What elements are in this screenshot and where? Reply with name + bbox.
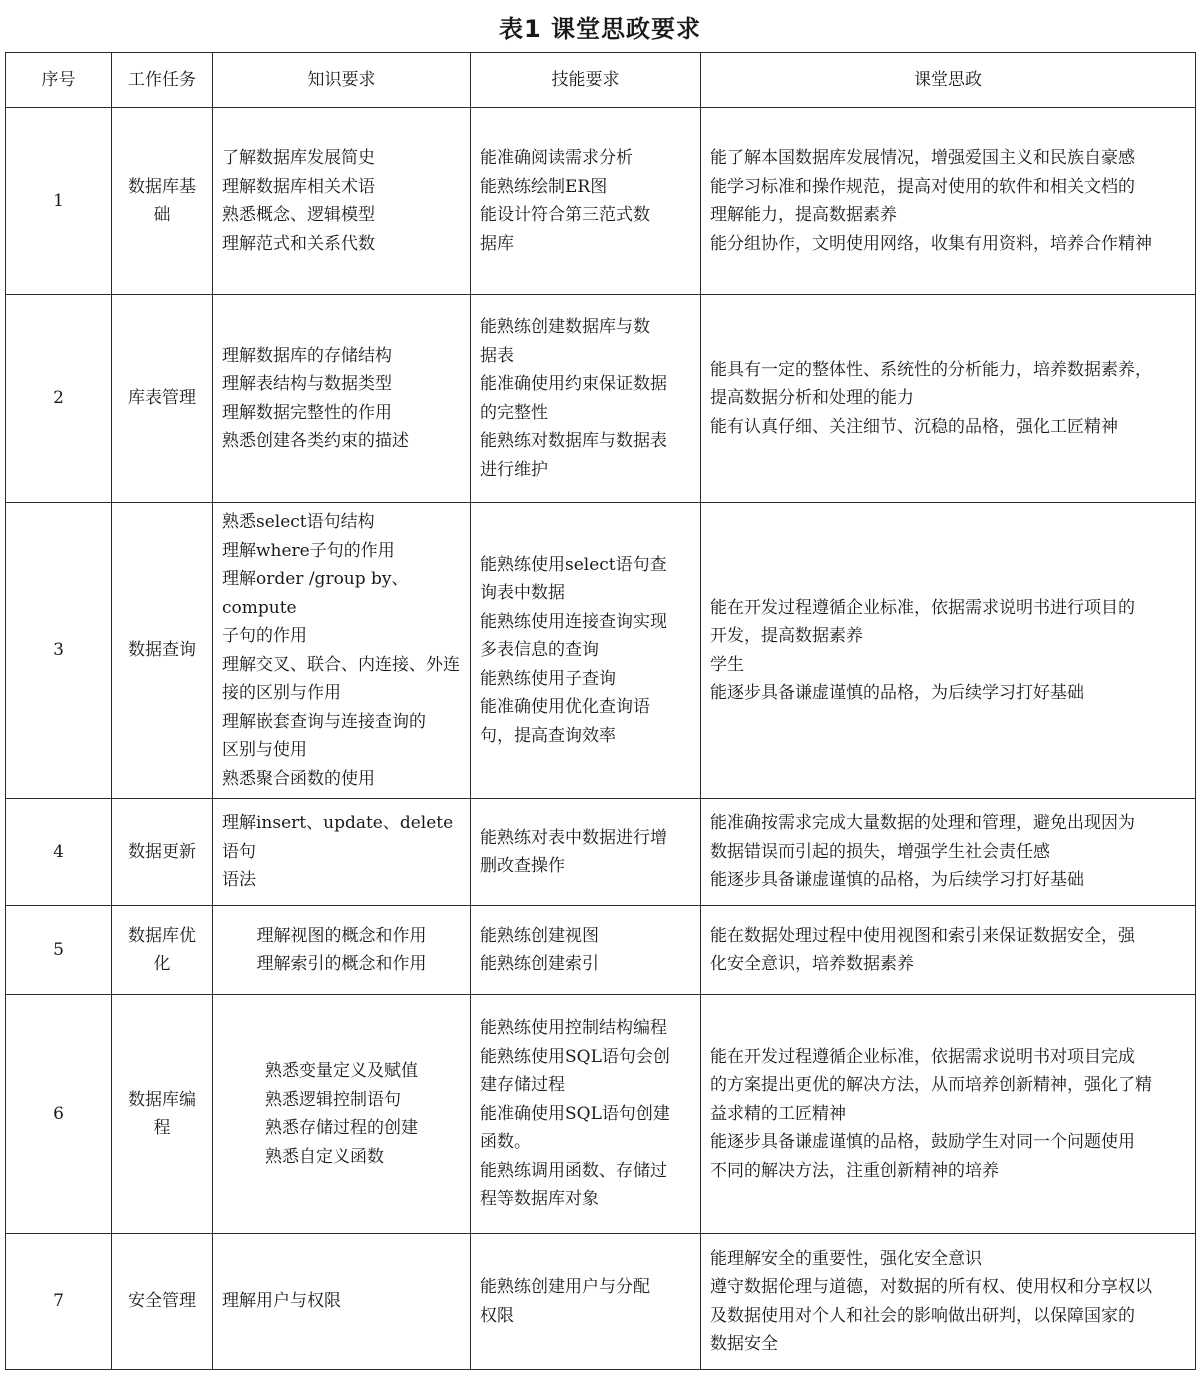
skills-cell-line: 能熟练使用控制结构编程 [480, 1018, 667, 1039]
row-task: 数据库编程 [112, 995, 213, 1234]
table-row [6, 108, 1196, 295]
knowledge-cell [213, 906, 471, 995]
knowledge-cell-line: 语法 [222, 870, 256, 891]
knowledge-cell-line: 熟悉聚合函数的使用 [222, 768, 375, 789]
skills-cell-line: 能准确阅读需求分析 [480, 148, 633, 168]
skills-cell-line: 能准确使用约束保证数据 [480, 374, 667, 394]
row-task: 数据更新 [112, 799, 213, 906]
table-row [6, 503, 1196, 799]
row-index: 5 [6, 906, 112, 995]
skills-cell-line: 建存储过程 [480, 1075, 565, 1096]
knowledge-cell-line: 理解数据完整性的作用 [222, 402, 392, 423]
header-index: 序号 [6, 53, 112, 108]
ideology-cell-line: 的方案提出更优的解决方法，从而培养创新精神，强化了精 [710, 1075, 1152, 1096]
skills-cell-line: 权限 [480, 1305, 514, 1326]
skills-cell [471, 799, 701, 906]
ideology-cell-line: 数据安全 [710, 1334, 778, 1354]
ideology-cell-line: 能在开发过程遵循企业标准，依据需求说明书对项目完成 [710, 1046, 1135, 1067]
knowledge-cell-line: 熟悉自定义函数 [265, 1146, 384, 1167]
ideology-cell [701, 1234, 1196, 1370]
skills-cell-line: 据表 [480, 345, 514, 366]
skills-cell-line: 能熟练使用子查询 [480, 668, 616, 689]
knowledge-cell [213, 108, 471, 295]
skills-cell-line: 能熟练使用SQL语句会创 [480, 1046, 670, 1067]
skills-cell-line: 据库 [480, 233, 514, 254]
knowledge-cell-line: 熟悉逻辑控制语句 [265, 1089, 401, 1110]
skills-cell-line: 程等数据库对象 [480, 1189, 599, 1210]
ideology-cell-line: 提高数据分析和处理的能力 [710, 388, 914, 409]
table-row [6, 799, 1196, 906]
ideology-cell-line: 能准确按需求完成大量数据的处理和管理，避免出现因为 [710, 813, 1135, 834]
skills-cell-line: 能熟练创建视图 [480, 925, 599, 946]
knowledge-cell-line: 理解insert、update、delete语句 [222, 813, 454, 862]
ideology-cell-line: 能理解安全的重要性，强化安全意识 [710, 1248, 982, 1269]
skills-cell-line: 的完整性 [480, 402, 548, 423]
knowledge-cell-line: 熟悉概念、逻辑模型 [222, 205, 375, 225]
knowledge-cell-line: 理解表结构与数据类型 [222, 374, 392, 394]
row-index: 7 [6, 1234, 112, 1370]
row-task: 数据库优化 [112, 906, 213, 995]
knowledge-cell-line: 熟悉变量定义及赋值 [265, 1061, 418, 1081]
skills-cell-line: 询表中数据 [480, 583, 565, 604]
ideology-cell [701, 503, 1196, 799]
ideology-cell-line: 能逐步具备谦虚谨慎的品格，为后续学习打好基础 [710, 870, 1084, 891]
skills-cell-line: 多表信息的查询 [480, 640, 599, 661]
knowledge-cell-line: 了解数据库发展简史 [222, 148, 375, 168]
knowledge-cell [213, 295, 471, 503]
knowledge-cell [213, 1234, 471, 1370]
knowledge-cell-line: 理解order /group by、compute [222, 569, 409, 618]
knowledge-cell-line: 理解where子句的作用 [222, 540, 395, 561]
knowledge-cell-line: 接的区别与作用 [222, 683, 341, 703]
row-task: 数据库基础 [112, 108, 213, 295]
skills-cell-line: 句，提高查询效率 [480, 725, 616, 746]
skills-cell-line: 函数。 [480, 1132, 531, 1153]
skills-cell-line: 能熟练对表中数据进行增 [480, 827, 667, 848]
knowledge-cell [213, 503, 471, 799]
header-skills: 技能要求 [471, 53, 701, 108]
table-row [6, 1234, 1196, 1370]
skills-cell [471, 1234, 701, 1370]
ideology-cell-line: 能逐步具备谦虚谨慎的品格，为后续学习打好基础 [710, 683, 1084, 703]
knowledge-cell-line: 理解数据库相关术语 [222, 176, 375, 197]
ideology-cell-line: 能学习标准和操作规范，提高对使用的软件和相关文档的 [710, 176, 1135, 197]
ideology-cell-line: 能分组协作，文明使用网络，收集有用资料，培养合作精神 [710, 233, 1152, 254]
row-index: 3 [6, 503, 112, 799]
table-row [6, 295, 1196, 503]
knowledge-cell-line: 理解交叉、联合、内连接、外连 [222, 654, 460, 675]
table-caption: 表1 课堂思政要求 [498, 14, 702, 43]
knowledge-cell-line: 理解视图的概念和作用 [256, 925, 427, 946]
table-row [6, 906, 1196, 995]
knowledge-cell-line: 子句的作用 [222, 626, 307, 646]
skills-cell-line: 能设计符合第三范式数 [480, 205, 650, 225]
ideology-cell-line: 能有认真仔细、关注细节、沉稳的品格，强化工匠精神 [710, 416, 1118, 437]
ideology-cell [701, 906, 1196, 995]
knowledge-cell-line: 熟悉创建各类约束的描述 [222, 431, 409, 451]
row-index: 4 [6, 799, 112, 906]
skills-cell-line: 能准确使用优化查询语 [480, 697, 650, 718]
row-index: 6 [6, 995, 112, 1234]
skills-cell-line: 删改查操作 [480, 856, 565, 876]
skills-cell-line: 能熟练创建索引 [480, 954, 599, 974]
knowledge-cell-line: 熟悉存储过程的创建 [265, 1118, 418, 1138]
header-task: 工作任务 [112, 53, 213, 108]
ideology-cell-line: 数据错误而引起的损失，增强学生社会责任感 [710, 841, 1050, 862]
skills-cell [471, 108, 701, 295]
knowledge-cell [213, 799, 471, 906]
header-knowledge: 知识要求 [213, 53, 471, 108]
knowledge-cell-line: 理解索引的概念和作用 [256, 954, 427, 974]
knowledge-cell-line: 理解数据库的存储结构 [222, 345, 392, 366]
ideology-cell-line: 益求精的工匠精神 [710, 1103, 846, 1124]
skills-cell-line: 能熟练使用select语句查 [480, 554, 667, 575]
ideology-cell [701, 108, 1196, 295]
skills-cell-line: 能熟练对数据库与数据表 [480, 431, 667, 451]
skills-cell [471, 995, 701, 1234]
ideology-cell-line: 理解能力，提高数据素养 [710, 205, 897, 225]
ideology-cell [701, 295, 1196, 503]
ideology-cell-line: 及数据使用对个人和社会的影响做出研判，以保障国家的 [710, 1305, 1135, 1326]
skills-cell-line: 能熟练使用连接查询实现 [480, 611, 667, 632]
skills-cell-line: 能熟练调用函数、存储过 [480, 1160, 667, 1181]
skills-cell-line: 能准确使用SQL语句创建 [480, 1103, 670, 1124]
ideology-cell [701, 799, 1196, 906]
knowledge-cell-line: 区别与使用 [222, 740, 307, 760]
ideology-cell-line: 遵守数据伦理与道德，对数据的所有权、使用权和分享权以 [710, 1277, 1152, 1297]
ideology-cell-line: 能了解本国数据库发展情况，增强爱国主义和民族自豪感 [710, 148, 1135, 168]
row-index: 1 [6, 108, 112, 295]
knowledge-cell-line: 熟悉select语句结构 [222, 512, 375, 532]
knowledge-cell-line: 理解用户与权限 [222, 1291, 341, 1312]
row-task: 库表管理 [112, 295, 213, 503]
skills-cell [471, 295, 701, 503]
skills-cell-line: 能熟练创建数据库与数 [480, 317, 650, 337]
ideology-requirements-table [5, 52, 1196, 1370]
ideology-cell-line: 开发，提高数据素养 [710, 626, 863, 646]
ideology-cell-line: 能在开发过程遵循企业标准，依据需求说明书进行项目的 [710, 597, 1135, 618]
skills-cell [471, 503, 701, 799]
knowledge-cell-line: 理解嵌套查询与连接查询的 [222, 711, 426, 732]
knowledge-cell-line: 理解范式和关系代数 [222, 233, 375, 254]
knowledge-cell [213, 995, 471, 1234]
skills-cell-line: 能熟练创建用户与分配 [480, 1277, 650, 1297]
ideology-cell-line: 化安全意识，培养数据素养 [710, 954, 914, 974]
row-index: 2 [6, 295, 112, 503]
header-row [6, 53, 1196, 108]
skills-cell [471, 906, 701, 995]
skills-cell-line: 进行维护 [480, 459, 548, 480]
skills-cell-line: 能熟练绘制ER图 [480, 176, 608, 197]
ideology-cell-line: 不同的解决方法，注重创新精神的培养 [710, 1160, 999, 1181]
ideology-cell-line: 能具有一定的整体性、系统性的分析能力，培养数据素养， [710, 359, 1152, 380]
header-ideology: 课堂思政 [701, 53, 1196, 108]
row-task: 数据查询 [112, 503, 213, 799]
ideology-cell-line: 学生 [710, 654, 744, 675]
ideology-cell-line: 能在数据处理过程中使用视图和索引来保证数据安全，强 [710, 925, 1135, 946]
table-row [6, 995, 1196, 1234]
row-task: 安全管理 [112, 1234, 213, 1370]
ideology-cell [701, 995, 1196, 1234]
ideology-cell-line: 能逐步具备谦虚谨慎的品格，鼓励学生对同一个问题使用 [710, 1132, 1135, 1153]
